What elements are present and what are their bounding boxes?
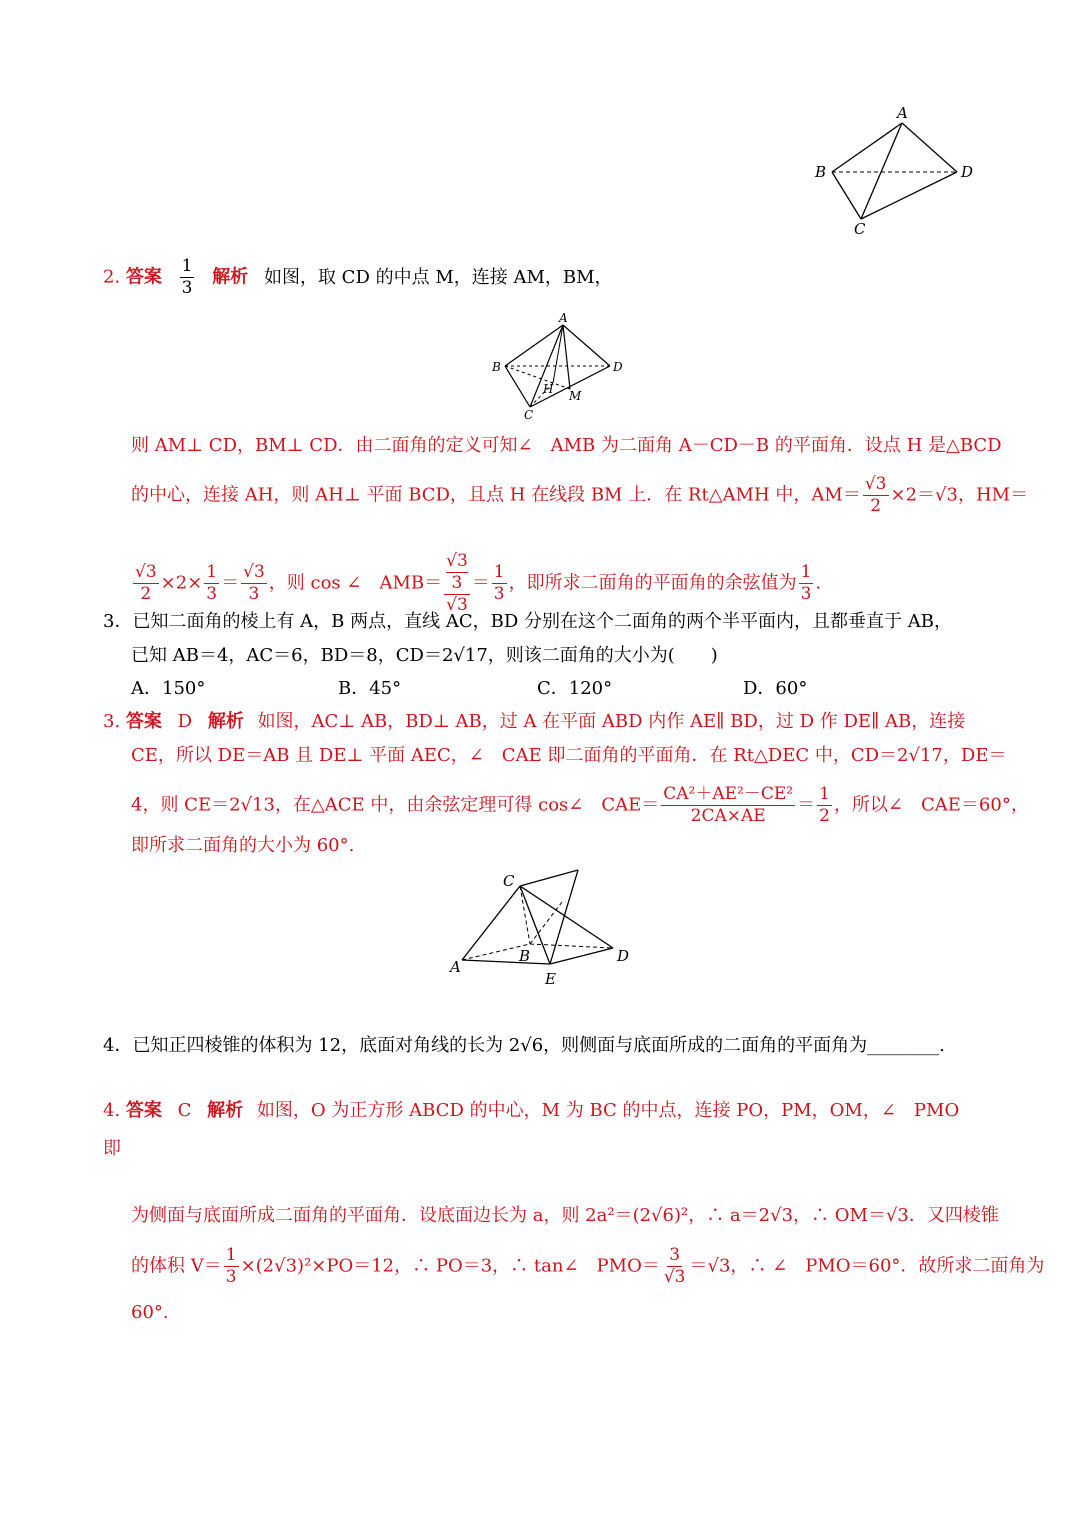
q4-answer-value: C bbox=[177, 1100, 192, 1121]
q2-answer-line1 bbox=[103, 258, 613, 297]
q2-answer-label: 答案 bbox=[125, 266, 162, 288]
figure-tetrahedron-2 bbox=[485, 305, 630, 425]
q3-option-a: A．150° bbox=[131, 678, 206, 699]
q2-fraction-am: $\frac{√3}{2}$ bbox=[864, 474, 887, 516]
q3-option-c: C．120° bbox=[537, 678, 613, 699]
q3-answer-line4: 即所求二面角的大小为 60°. bbox=[131, 835, 355, 856]
q3-answer-line2: CE，所以 DE＝AB 且 DE⊥ 平面 AEC，∠ CAE 即二面角的平面角．在 Rt△DEC 中，CD＝2√17，DE＝ bbox=[131, 745, 1007, 766]
q4-analysis-label: 解析 bbox=[207, 1100, 244, 1121]
q3-option-b: B．45° bbox=[338, 678, 402, 699]
q3-answer-line3: 4，则 CE＝2√13，在△ACE 中，由余弦定理可得 cos∠ CAE＝ $\frac{\text{CA²＋AE²－CE²}}{2CA\times AE}$ ＝ $\frac{1}{2}$ ，所以∠ CAE＝60°， bbox=[131, 784, 1029, 826]
fig3-label-c: C bbox=[503, 872, 515, 890]
fig2-label-a: A bbox=[559, 311, 568, 325]
fig2-label-h: H bbox=[543, 382, 554, 396]
q4-answer-line2: 为侧面与底面所成二面角的平面角．设底面边长为 a，则 2a²＝(2√6)²，∴ a＝2√3，∴ OM＝√3．又四棱锥 bbox=[131, 1205, 999, 1226]
q3-fraction-cosine-law: $\frac{\text{CA²＋AE²－CE²}}{2CA\times AE}$ bbox=[663, 784, 794, 826]
fig3-label-d: D bbox=[617, 947, 630, 965]
figure-dihedral-3 bbox=[440, 862, 640, 992]
q4-answer-label: 答案 bbox=[125, 1100, 162, 1121]
fig3-label-b: B bbox=[519, 947, 531, 965]
q2-analysis-intro: 如图，取 CD 的中点 M，连接 AM，BM， bbox=[263, 266, 613, 288]
q2-fraction-cos: √3 3 √3 bbox=[446, 551, 468, 615]
q3-answer-label: 答案 bbox=[125, 711, 162, 732]
fig1-label-a: A bbox=[897, 104, 908, 122]
q2-answer-line4: $\frac{√3}{2}$ ×2× $\frac{1}{3}$ ＝ $\frac{√3}{3}$ ，则 cos ∠ AMB＝ √3 3 √3 ＝ $\frac{1}{3}$ ，即所求二面角的平面角的余弦值为 $\frac{1}{3}$ . bbox=[135, 551, 822, 615]
q3-option-d: D．60° bbox=[743, 678, 808, 699]
fig2-label-b: B bbox=[492, 360, 501, 374]
q3-answer-line1: 3. 答案 D 解析 如图，AC⊥ AB，BD⊥ AB，过 A 在平面 ABD 内作 AE∥ BD，过 D 作 DE∥ AB，连接 bbox=[103, 711, 966, 732]
fig2-label-c: C bbox=[524, 408, 534, 422]
q3-question-line2: 已知 AB＝4，AC＝6，BD＝8，CD＝2√17，则该二面角的大小为( ) bbox=[131, 645, 718, 666]
fig2-label-m: M bbox=[569, 389, 582, 403]
q3-question-line1: 3．已知二面角的棱上有 A，B 两点，直线 AC，BD 分别在这个二面角的两个半平面内，且都垂直于 AB， bbox=[103, 611, 952, 632]
q2-answer-line3: 的中心，连接 AH，则 AH⊥ 平面 BCD，且点 H 在线段 BM 上．在 Rt△AMH 中，AM＝ $\frac{√3}{2}$ ×2＝√3，HM＝ bbox=[131, 474, 1029, 516]
q4-answer-line1b: 即 bbox=[103, 1138, 121, 1159]
fig1-label-b: B bbox=[815, 163, 827, 181]
fig3-label-e: E bbox=[545, 970, 556, 988]
fig2-label-d: D bbox=[613, 360, 623, 374]
q3-analysis-label: 解析 bbox=[207, 711, 244, 732]
fig1-label-d: D bbox=[961, 163, 974, 181]
fig1-label-c: C bbox=[854, 220, 866, 238]
figure-tetrahedron-1 bbox=[800, 100, 990, 240]
q2-answer-number: 2. bbox=[103, 266, 121, 288]
fig3-label-a: A bbox=[450, 958, 461, 976]
q4-question-line1: 4．已知正四棱锥的体积为 12，底面对角线的长为 2√6，则侧面与底面所成的二面角的平面角为________. bbox=[103, 1035, 945, 1056]
q3-answer-value: D bbox=[177, 711, 193, 732]
q2-answer-fraction: $\frac{1}{3}$ bbox=[181, 256, 193, 298]
q4-answer-line4: 60°. bbox=[131, 1302, 169, 1323]
q4-answer-line3: 的体积 V＝ $\frac{1}{3}$ ×(2√3)²×PO＝12，∴ PO＝3，∴ tan∠ PMO＝ $\frac{3}{√3}$ ＝√3，∴ ∠ PMO＝60°．故所求二面角为 bbox=[131, 1245, 1045, 1287]
q2-answer-line2: 则 AM⊥ CD，BM⊥ CD．由二面角的定义可知∠ AMB 为二面角 A－CD－B 的平面角．设点 H 是△BCD bbox=[131, 435, 1002, 456]
q2-analysis-label: 解析 bbox=[212, 266, 249, 288]
q4-answer-line1: 4. 答案 C 解析 如图，O 为正方形 ABCD 的中心，M 为 BC 的中点，连接 PO，PM，OM，∠ PMO bbox=[103, 1100, 960, 1121]
